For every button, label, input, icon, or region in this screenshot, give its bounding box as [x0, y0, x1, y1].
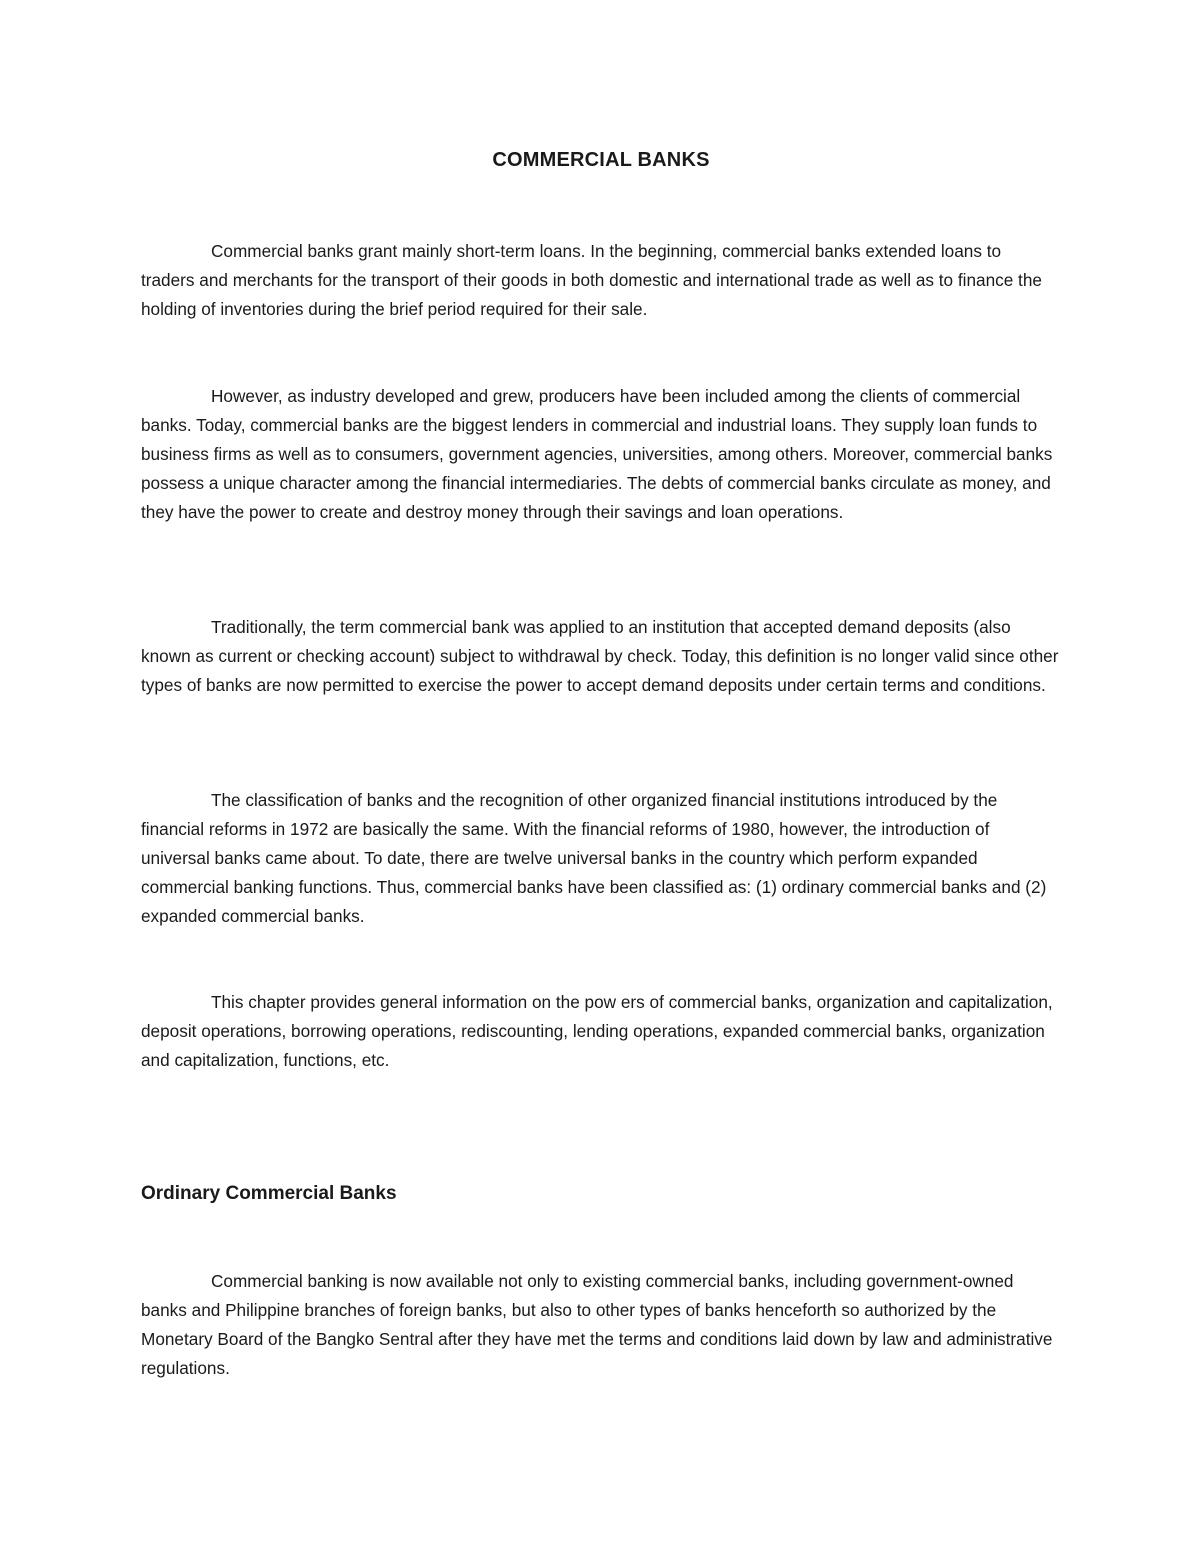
- paragraph: The classification of banks and the recognition of other organized financial institutions introduced by the financial reforms in 1972 are basically the same. With the financial reforms of 1980, however, the introduction of universal banks came about. To date, there are twelve universal banks in the country which perform expanded commercial banking functions. Thus, commercial banks have been classified as: (1) ordinary commercial banks and (2) expanded commercial banks.: [141, 790, 1047, 926]
- page-title: COMMERCIAL BANKS: [492, 149, 710, 171]
- paragraph: However, as industry developed and grew, producers have been included among the clients of commercial banks. Today, commercial banks are the biggest lenders in commercial and industrial loans. They supply loan funds to business firms as well as to consumers, government agencies, universities, among others. Moreover, commercial banks possess a unique character among the financial intermediaries. The debts of commercial banks circulate as money, and they have the power to create and destroy money through their savings and loan operations.: [141, 386, 1053, 522]
- paragraph: Traditionally, the term commercial bank was applied to an institution that accepted demand deposits (also known as current or checking account) subject to withdrawal by check. Today, this definition is no longer valid since other types of banks are now permitted to exercise the power to accept demand deposits under certain terms and conditions.: [141, 617, 1059, 695]
- paragraph: This chapter provides general information on the pow ers of commercial banks, organization and capitalization, deposit operations, borrowing operations, rediscounting, lending operations, expanded commercial banks, organization and capitalization, functions, etc.: [141, 992, 1053, 1070]
- paragraph: Commercial banks grant mainly short-term loans. In the beginning, commercial banks extended loans to traders and merchants for the transport of their goods in both domestic and international trade as well as to finance the holding of inventories during the brief period required for their sale.: [141, 241, 1042, 319]
- section-paragraph: Commercial banking is now available not only to existing commercial banks, including government-owned banks and Philippine branches of foreign banks, but also to other types of banks henceforth so authorized by the Monetary Board of the Bangko Sentral after they have met the terms and conditions laid down by law and administrative regulations.: [141, 1271, 1053, 1378]
- section-heading: Ordinary Commercial Banks: [141, 1183, 397, 1204]
